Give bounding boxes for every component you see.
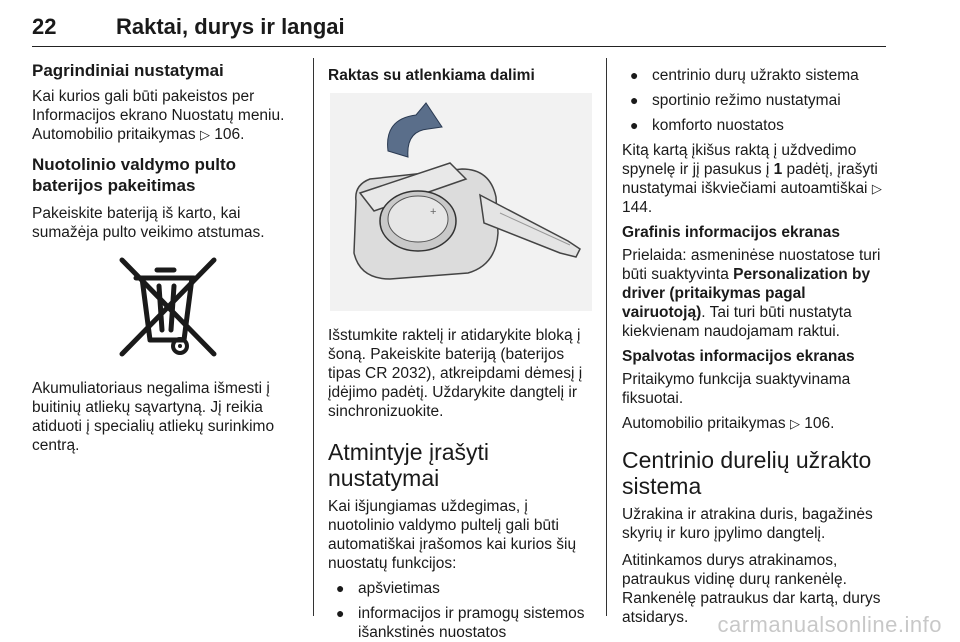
heading-graphic-display: Grafinis informacijos ekranas [622,224,840,241]
crossed-bin-icon [114,256,222,360]
page-number: 22 [32,14,57,39]
column-divider [313,58,314,616]
heading-folding-key: Raktas su atlenkiama dalimi [328,67,535,84]
bullet-icon: ● [630,117,639,133]
list-item: ● informacijos ir pramogų sistemos išankstinės nuostatos [336,605,585,641]
page-header [32,8,886,47]
page-ref[interactable]: 106. [214,126,245,143]
heading-battery-replacement: Nuotolinio valdymo pulto baterijos pakeitimas [32,155,236,195]
paragraph-colour-display: Pritaikymo funkcija suaktyvinama fiksuotai. [622,371,851,407]
column-middle [328,60,596,642]
page-ref-arrow-icon: ▷ [199,127,210,142]
page-ref-arrow-icon: ▷ [789,416,800,431]
paragraph-next-ignition: Kitą kartą įkišus raktą į uždvedimo spynelę ir jį pasukus į 1 padėtį, įrašyti nustatymai iškviečiami autoamtiškai ▷ 144. [622,142,882,216]
list-item: ● sportinio režimo nustatymai [630,92,841,109]
paragraph-customization-ref: Automobilio pritaikymas ▷ 106. [622,415,835,432]
page-ref-arrow-icon: ▷ [871,181,882,196]
svg-text:+: + [430,206,437,218]
paragraph-central-locking-2: Atitinkamos durys atrakinamos, patraukus vidinę durų rankenėlę. Rankenėlę patraukus dar kartą, durys atsidarys. [622,552,881,626]
heading-memorized-settings: Atmintyje įrašyti nustatymai [328,439,490,491]
bullet-icon: ● [630,92,639,108]
heading-central-locking: Centrinio durelių užrakto sistema [622,447,872,499]
list-item: ● komforto nuostatos [630,117,784,134]
memorized-list-continued [622,66,892,135]
bullet-icon: ● [336,580,345,596]
column-right [622,60,892,627]
list-item: ● apšvietimas [336,580,440,597]
page-ref[interactable]: 106. [804,415,835,432]
bullet-icon: ● [630,67,639,83]
page-ref[interactable]: 144. [622,199,653,216]
running-title: Raktai, durys ir langai [116,14,345,39]
heading-basic-settings: Pagrindiniai nustatymai [32,61,224,80]
column-left [32,60,304,455]
key-battery-illustration [330,93,592,311]
watermark: carmanualsonline.info [717,612,942,637]
heading-colour-display: Spalvotas informacijos ekranas [622,348,855,365]
paragraph-memorized: Kai išjungiamas uždegimas, į nuotolinio valdymo pultelį gali būti automatiškai įrašomos kai kurios šių nuostatų funkcijos: [328,498,577,572]
list-item: ● centrinio durų užrakto sistema [630,67,859,84]
paragraph-central-locking-1: Užrakina ir atrakina duris, bagažinės skyrių ir kuro įpylimo dangtelį. [622,506,873,542]
paragraph-battery: Pakeiskite bateriją iš karto, kai sumažėja pulto veikimo atstumas. [32,205,265,241]
memorized-list [328,579,596,642]
paragraph-basic-settings: Kai kurios gali būti pakeistos per Informacijos ekrano Nuostatų meniu. Automobilio pritaikymas ▷ 106. [32,88,285,143]
paragraph-battery-disposal: Akumuliatoriaus negalima išmesti į buitinių atliekų sąvartyną. Jį reikia atiduoti į specialių atliekų surinkimo centrą. [32,380,275,454]
paragraph-key-battery: Išstumkite raktelį ir atidarykite bloką į šoną. Pakeiskite bateriją (baterijos tipas CR 2032), atkreipdami dėmesį į įdėjimo padėtį. Uždarykite dangtelį ir sinchronizuokite. [328,327,583,420]
paragraph-graphic-display: Prielaida: asmeninėse nuostatose turi būti suaktyvinta Personalization by driver (pritaikymas pagal vairuotoją). Tai turi būti nustatyta kiekvienam naudojamam raktui. [622,247,881,340]
bullet-icon: ● [336,605,345,621]
column-divider [606,58,607,616]
